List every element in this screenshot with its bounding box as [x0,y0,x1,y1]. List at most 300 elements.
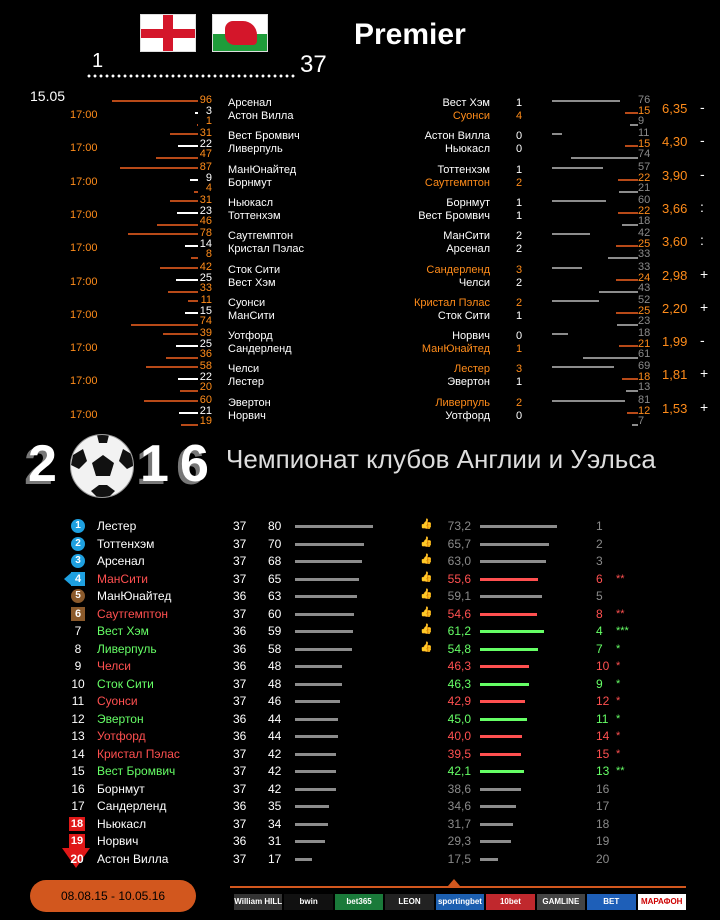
points: 59 [268,624,282,638]
win-rate-bar [480,753,521,756]
points: 60 [268,606,282,621]
points-bar [295,840,325,843]
team-name: Суонси [97,694,138,708]
team-name: Арсенал [97,554,145,568]
score-b: 4 [516,110,523,122]
match-date: 15.05 [30,88,66,104]
score-a: 2 [516,396,523,409]
thumbs-up-icon: 👍 [420,519,433,530]
win-rate: 34,6 [447,799,471,813]
right-low-pct: 43 [638,281,651,294]
draw-pct: 25 [199,338,212,351]
away-win-pct: 8 [205,248,212,261]
home-win-bar [163,333,198,335]
games-played: 36 [233,834,247,848]
points: 63 [268,589,282,603]
team-name: Лестер [97,519,137,533]
score-a: 1 [516,97,523,109]
match-odds: 2,20 [662,300,688,316]
draw-bar [176,279,199,281]
points: 42 [268,764,282,778]
points-bar [295,613,354,616]
bookmakers-frame-notch [448,879,460,886]
match-home-team-a: Саутгемптон [228,230,294,243]
stars-mark: ** [616,572,625,585]
points: 68 [268,554,282,568]
score-a: 1 [516,163,523,176]
right-top-pct: 69 [638,360,651,373]
bookmaker-logo[interactable]: sportingbet [436,894,484,910]
games-played: 37 [233,536,247,551]
home-win-pct: 87 [199,160,212,173]
win-rate: 42,1 [447,764,471,778]
points: 70 [268,536,282,551]
rank-number: 9 [74,659,82,673]
match-home-team-b: Норвич [228,409,266,422]
points-bar [295,718,338,721]
win-rate-bar [480,665,529,668]
match-time: 17:00 [70,342,98,355]
right-top-bar [552,333,568,335]
home-win-bar [112,100,198,102]
home-win-pct: 11 [200,293,212,306]
points-bar [295,630,353,633]
games-played: 37 [233,746,247,761]
match-home-team-b: Лестер [228,376,264,389]
team-name: Кристал Пэлас [97,746,180,761]
win-rate: 31,7 [447,816,471,831]
match-home-team-a: МанЮнайтед [228,163,297,176]
points-bar [295,525,373,528]
right-top-pct: 76 [638,94,651,106]
win-rate-bar [480,560,546,563]
away-win-pct: 46 [199,214,212,227]
away-win-bar [131,324,198,326]
stars-mark: *** [616,625,629,637]
match-home-team-a: Сток Сити [228,263,281,276]
forecast-rank: 20 [596,851,610,866]
draw-pct: 14 [199,238,212,251]
right-top-pct: 42 [638,227,651,240]
forecast-rank: 9 [596,676,603,691]
games-played: 37 [233,519,247,533]
home-win-pct: 39 [199,327,212,340]
round-start: 1 [92,50,104,72]
right-top-bar [552,133,562,135]
games-played: 36 [233,711,247,726]
match-odds: 1,99 [662,334,688,350]
win-rate-bar [480,788,521,791]
match-home-team-a: Ньюкасл [228,196,274,209]
win-rate-bar [480,595,542,598]
win-rate-bar [480,805,516,808]
right-mid-bar [616,245,639,247]
score-b: 2 [516,276,523,289]
win-rate-bar [480,840,511,843]
draw-bar [177,212,198,214]
score-a: 2 [516,230,523,243]
right-mid-pct: 15 [638,105,651,117]
thumbs-up-icon: 👍 [420,571,433,583]
home-win-bar [120,167,198,169]
right-top-bar [552,233,590,235]
games-played: 37 [233,676,247,691]
team-name: Уотфорд [97,729,146,743]
draw-pct: 3 [205,105,212,117]
points: 58 [268,641,282,656]
win-rate: 73,2 [447,519,471,533]
match-time: 17:00 [70,408,98,421]
stars-mark: * [616,660,621,672]
match-home-team-a: Арсенал [228,97,272,109]
right-top-bar [552,167,603,169]
right-mid-bar [618,179,638,181]
points-bar [295,770,336,773]
right-top-bar [552,366,614,368]
right-mid-pct: 21 [638,338,651,351]
bookmaker-logo[interactable]: LEON [385,894,433,910]
rank-badge: 6 [71,607,85,621]
match-odds: 3,66 [662,200,688,216]
right-low-bar [599,291,638,293]
right-top-pct: 52 [638,293,651,306]
match-away-team-a: МанСити [443,230,490,243]
right-mid-bar [616,279,638,281]
score-b: 0 [516,409,523,422]
points: 80 [268,519,282,533]
bookmakers-row [234,894,686,910]
right-top-bar [552,400,625,402]
right-top-pct: 57 [638,160,651,173]
match-home-team-b: Тоттенхэм [228,209,281,222]
win-rate: 42,9 [447,694,471,708]
match-away-team-b: Уотфорд [445,409,490,422]
right-mid-pct: 15 [638,138,651,151]
year-digit-3: 1 [140,435,169,493]
rank-badge: 19 [70,835,84,847]
draw-bar [178,145,198,147]
right-top-bar [552,200,606,202]
right-top-bar [552,267,582,269]
team-name: Сток Сити [97,676,154,691]
home-win-pct: 96 [199,94,212,106]
win-rate: 45,0 [447,711,471,726]
match-odds: 1,81 [662,367,688,383]
stars-mark: ** [616,765,625,777]
match-away-team-b: Эвертон [447,376,490,389]
win-rate-bar [480,630,544,633]
thumbs-up-icon: 👍 [420,536,433,548]
win-rate-bar [480,770,524,773]
away-win-pct: 4 [205,181,212,194]
rank-number: 13 [71,729,85,743]
points-bar [295,578,359,581]
banner-title: Чемпионат клубов Англии и Уэльса [226,444,656,474]
match-time: 17:00 [70,175,98,188]
match-away-team-b: Вест Бромвич [418,209,490,222]
team-name: Саутгемптон [97,606,169,621]
points-bar [295,700,340,703]
games-played: 36 [233,659,247,673]
win-rate: 59,1 [447,589,471,603]
points-bar [295,823,328,826]
match-home-team-b: Вест Хэм [228,276,276,289]
win-rate: 46,3 [447,659,471,673]
bookmaker-logo[interactable]: bet365 [335,894,383,910]
rank-number: 8 [74,641,82,656]
match-odds: 3,60 [662,234,688,250]
trend-sign: + [700,265,709,282]
forecast-rank: 8 [596,606,603,621]
win-rate-bar [480,578,538,581]
right-mid-bar [625,145,639,147]
home-win-pct: 58 [199,360,212,373]
bookmaker-logo[interactable]: GAMLINE [537,894,585,910]
points: 48 [268,659,282,673]
forecast-rank: 4 [596,624,603,638]
match-away-team-a: Сандерленд [426,263,490,276]
right-mid-bar [622,378,638,380]
home-win-bar [170,200,198,202]
home-win-pct: 78 [199,227,212,240]
draw-bar [176,345,199,347]
win-rate-bar [480,823,513,826]
win-rate-bar [480,613,537,616]
stars-mark: * [616,677,621,690]
match-odds: 2,98 [662,267,688,283]
match-time: 17:00 [70,109,98,121]
games-played: 36 [233,589,247,603]
right-low-pct: 74 [638,148,651,161]
win-rate: 40,0 [447,729,471,743]
points-bar [295,543,364,546]
points-bar [295,560,362,563]
forecast-rank: 13 [596,764,610,778]
football-icon [70,434,134,498]
points-bar [295,683,342,686]
match-away-team-b: МанЮнайтед [421,343,490,356]
thumbs-up-icon: 👍 [420,624,433,635]
home-win-pct: 31 [199,127,212,140]
games-played: 36 [233,799,247,813]
points: 44 [268,711,282,726]
trend-sign: : [700,198,704,215]
right-mid-pct: 18 [638,371,651,384]
draw-bar [178,378,198,380]
team-name: Норвич [97,834,139,848]
match-time: 17:00 [70,308,98,321]
match-away-team-a: Тоттенхэм [437,163,490,176]
match-away-team-a: Норвич [452,330,490,343]
rank-number: 14 [71,746,85,761]
win-rate-bar [480,543,549,546]
win-rate-bar [480,648,538,651]
forecast-rank: 12 [596,694,610,708]
rank-number: 12 [71,711,85,726]
home-win-pct: 42 [199,260,212,273]
team-name: Эвертон [97,711,144,726]
points-bar [295,858,312,861]
forecast-rank: 18 [596,816,610,831]
thumbs-up-icon: 👍 [420,554,433,565]
match-away-team-b: Арсенал [446,243,490,256]
games-played: 37 [233,781,247,796]
trend-sign: + [700,365,709,382]
rank-number: 17 [71,799,85,813]
match-away-team-a: Астон Вилла [424,130,490,143]
games-played: 37 [233,554,247,568]
win-rate-bar [480,683,529,686]
team-name: Сандерленд [97,799,167,813]
forecast-rank: 15 [596,746,610,761]
points: 65 [268,571,282,586]
trend-sign: + [700,398,709,415]
forecast-rank: 1 [596,519,603,533]
win-rate: 61,2 [447,624,471,638]
right-low-pct: 18 [638,214,651,227]
team-name: Вест Хэм [97,624,149,638]
bookmaker-logo[interactable]: bwin [284,894,332,910]
score-b: 0 [516,143,523,156]
england-flag [140,14,196,52]
wales-flag [212,14,268,52]
points: 42 [268,781,282,796]
draw-pct: 22 [199,138,212,151]
win-rate: 39,5 [447,746,471,761]
team-name: Челси [97,659,131,673]
home-win-pct: 31 [199,193,212,206]
away-win-bar [168,291,198,293]
match-home-team-a: Вест Бромвич [228,130,300,143]
win-rate: 38,6 [447,781,471,796]
right-low-pct: 61 [638,348,651,361]
right-mid-pct: 25 [638,304,651,317]
right-low-bar [619,191,638,193]
forecast-rank: 3 [596,554,603,568]
match-home-team-a: Суонси [228,296,266,309]
points: 17 [268,851,282,866]
right-top-pct: 33 [638,260,651,273]
match-away-team-a: Кристал Пэлас [414,296,490,309]
team-name: Астон Вилла [97,851,169,866]
win-rate: 46,3 [447,676,471,691]
rank-number: 15 [71,764,85,778]
points: 46 [268,694,282,708]
games-played: 37 [233,816,247,831]
points-bar [295,665,342,668]
right-top-pct: 18 [638,327,651,340]
match-time: 17:00 [70,375,98,388]
match-away-team-b: Челси [458,276,490,289]
stars-mark: ** [616,607,625,620]
match-odds: 1,53 [662,400,688,416]
score-b: 1 [516,209,523,222]
team-name: МанЮнайтед [97,589,172,603]
games-played: 37 [233,764,247,778]
right-low-pct: 21 [638,181,651,194]
rank-badge: 18 [70,817,84,830]
draw-pct: 9 [205,171,212,184]
stars-mark: * [616,730,621,742]
team-name: Борнмут [97,781,145,796]
draw-pct: 22 [199,371,212,384]
score-b: 2 [516,243,523,256]
team-name: Вест Бромвич [97,764,176,778]
score-b: 1 [516,376,523,389]
right-mid-pct: 25 [638,238,651,251]
win-rate-bar [480,858,498,861]
thumbs-up-icon: 👍 [420,606,433,618]
right-low-pct: 7 [638,414,645,427]
right-low-bar [630,124,638,126]
right-mid-pct: 22 [638,171,651,184]
round-end: 37 [300,51,327,78]
score-a: 3 [516,363,523,376]
team-name: Тоттенхэм [97,536,155,551]
stars-mark: * [616,642,621,655]
away-win-pct: 36 [199,348,212,361]
stars-mark: * [616,695,621,707]
match-away-team-b: Суонси [452,110,490,122]
right-mid-pct: 24 [638,271,651,284]
match-time: 17:00 [70,142,98,155]
bookmaker-logo[interactable]: William HILL [234,894,282,910]
rank-badge: 4 [71,572,85,586]
home-win-bar [160,267,198,269]
trend-sign: : [700,232,704,249]
forecast-rank: 5 [596,589,603,603]
team-name: Ливерпуль [97,641,157,656]
right-mid-pct: 22 [638,204,651,217]
match-away-team-a: Вест Хэм [442,97,490,109]
score-b: 1 [516,309,523,322]
match-away-team-a: Борнмут [446,196,490,209]
stars-mark: * [616,712,621,725]
match-odds: 6,35 [662,101,688,116]
win-rate: 54,6 [447,606,471,621]
forecast-rank: 6 [596,571,603,586]
right-top-pct: 11 [638,127,650,140]
thumbs-up-icon: 👍 [420,589,433,600]
rank-badge: 3 [71,554,85,568]
score-b: 1 [516,343,523,356]
right-top-bar [552,300,599,302]
right-low-bar [622,224,638,226]
match-time: 17:00 [70,208,98,221]
round-progress-track [86,74,296,78]
bookmaker-logo[interactable]: 10bet [486,894,534,910]
right-mid-bar [627,412,638,414]
bookmaker-logo[interactable]: BET [587,894,635,910]
match-home-team-b: Астон Вилла [228,110,294,122]
away-win-pct: 74 [199,314,212,327]
right-mid-bar [618,212,638,214]
right-low-bar [626,390,638,392]
match-home-team-b: Кристал Пэлас [228,243,304,256]
right-low-pct: 23 [638,314,651,327]
match-home-team-b: Борнмут [228,176,272,189]
trend-sign: - [700,165,705,182]
match-time: 17:00 [70,275,98,288]
win-rate: 54,8 [447,641,471,656]
bookmaker-logo[interactable]: МАРАФОН [638,894,686,910]
points: 44 [268,729,282,743]
score-a: 2 [516,296,523,309]
away-win-pct: 19 [199,414,212,427]
win-rate: 65,7 [447,536,471,551]
games-played: 37 [233,694,247,708]
games-played: 37 [233,571,247,586]
